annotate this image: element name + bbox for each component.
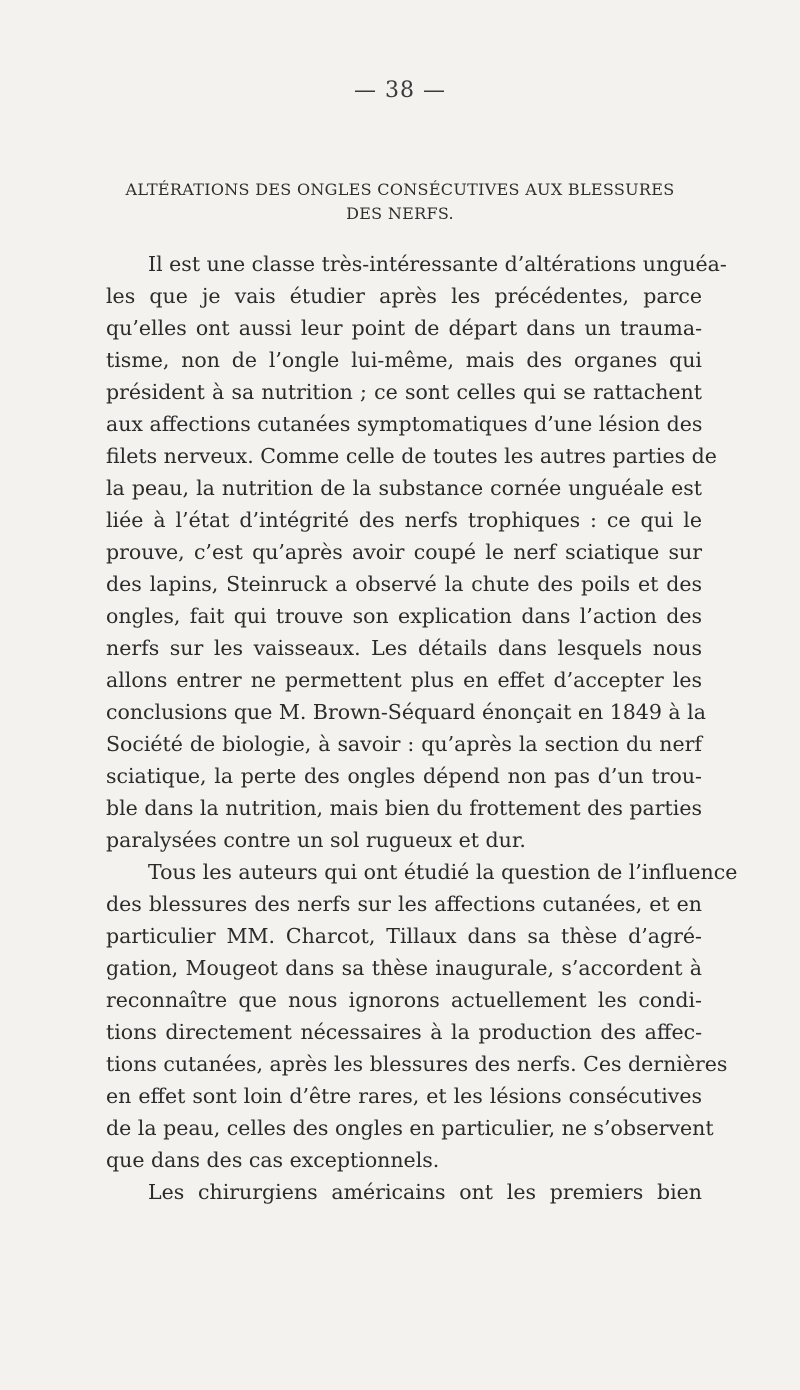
section-heading-line-2: DES NERFS. — [346, 204, 454, 223]
section-heading — [120, 178, 680, 226]
page-number: — 38 — — [354, 78, 446, 103]
text-line: des blessures des nerfs sur les affections cutanées, et en — [106, 892, 702, 916]
text-line: la peau, la nutrition de la substance cornée unguéale est — [106, 476, 702, 500]
text-line: tions cutanées, après les blessures des nerfs. Ces dernières — [106, 1052, 728, 1076]
text-line: aux affections cutanées symptomatiques d’une lésion des — [106, 412, 703, 436]
text-line: de la peau, celles des ongles en particulier, ne s’observent — [106, 1116, 714, 1140]
text-line: conclusions que M. Brown-Séquard énonçait en 1849 à la — [106, 700, 706, 724]
text-line: les que je vais étudier après les précédentes, parce — [106, 284, 702, 308]
text-line: nerfs sur les vaisseaux. Les détails dans lesquels nous — [106, 636, 702, 660]
text-line: Les chirurgiens américains ont les premiers bien — [148, 1180, 702, 1204]
text-line: en effet sont loin d’être rares, et les lésions consécutives — [106, 1084, 702, 1108]
text-line: des lapins, Steinruck a observé la chute des poils et des — [106, 572, 702, 596]
text-line: ble dans la nutrition, mais bien du frottement des parties — [106, 796, 702, 820]
text-line: gation, Mougeot dans sa thèse inaugurale, s’accordent à — [106, 956, 702, 980]
text-line: filets nerveux. Comme celle de toutes les autres parties de — [106, 444, 717, 468]
body-text — [106, 248, 738, 1208]
text-line: prouve, c’est qu’après avoir coupé le nerf sciatique sur — [106, 540, 702, 564]
text-line: que dans des cas exceptionnels. — [106, 1148, 440, 1172]
text-line: Société de biologie, à savoir : qu’après la section du nerf — [106, 732, 702, 756]
text-line: qu’elles ont aussi leur point de départ dans un trauma- — [106, 316, 702, 340]
text-line: particulier MM. Charcot, Tillaux dans sa thèse d’agré- — [106, 924, 702, 948]
section-heading-line-1: ALTÉRATIONS DES ONGLES CONSÉCUTIVES AUX BLESSURES — [125, 180, 675, 199]
text-line: paralysées contre un sol rugueux et dur. — [106, 828, 526, 852]
text-line: ongles, fait qui trouve son explication dans l’action des — [106, 604, 702, 628]
text-line: président à sa nutrition ; ce sont celles qui se rattachent — [106, 380, 702, 404]
text-line: Il est une classe très-intéressante d’altérations unguéa- — [148, 252, 727, 276]
text-line: sciatique, la perte des ongles dépend non pas d’un trou- — [106, 764, 702, 788]
text-line: reconnaître que nous ignorons actuellement les condi- — [106, 988, 702, 1012]
text-line: Tous les auteurs qui ont étudié la question de l’influence — [148, 860, 738, 884]
text-line: allons entrer ne permettent plus en effet d’accepter les — [106, 668, 702, 692]
text-line: tisme, non de l’ongle lui-même, mais des organes qui — [106, 348, 702, 372]
text-line: liée à l’état d’intégrité des nerfs trophiques : ce qui le — [106, 508, 702, 532]
text-line: tions directement nécessaires à la production des affec- — [106, 1020, 702, 1044]
